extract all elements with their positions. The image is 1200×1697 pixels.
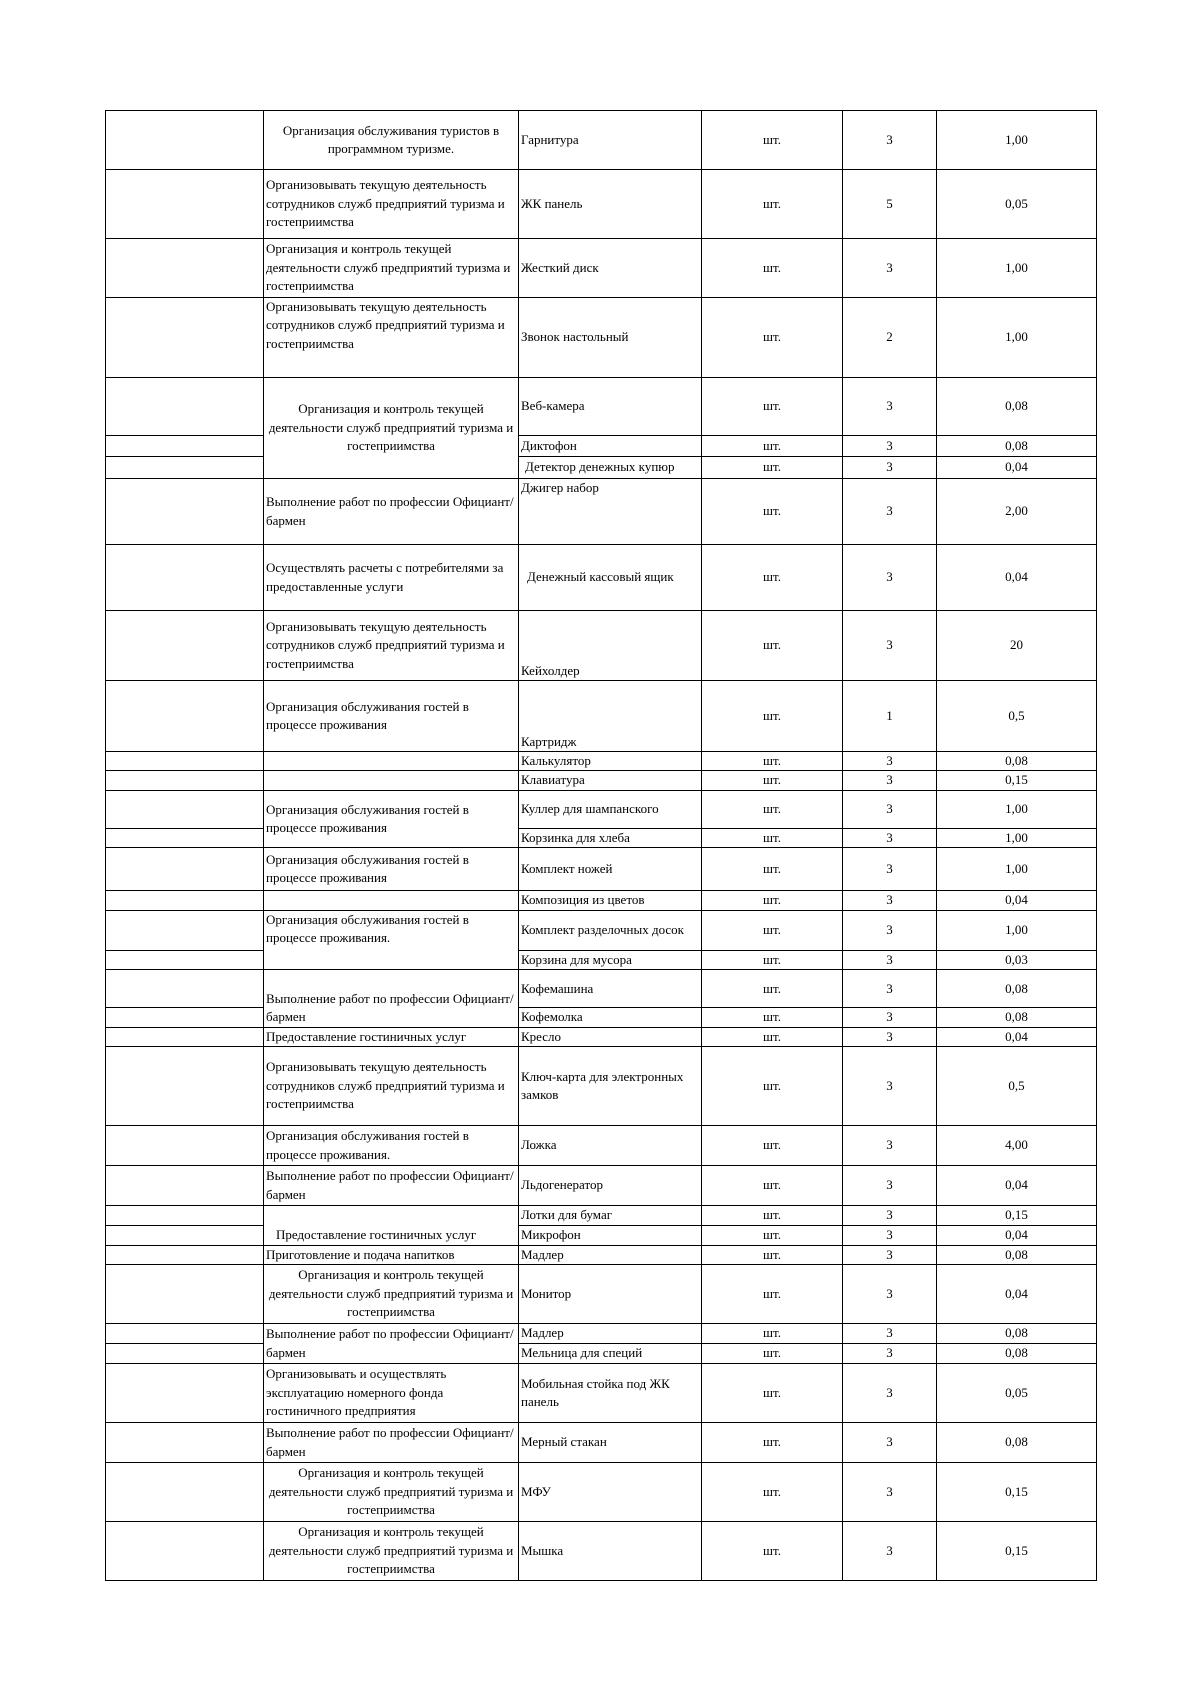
quantity-cell: 3 — [843, 910, 937, 950]
blank-cell — [106, 1364, 264, 1423]
norm-cell: 0,05 — [937, 1364, 1097, 1423]
blank-cell — [106, 457, 264, 479]
unit-cell: шт. — [702, 1522, 843, 1581]
quantity-cell: 3 — [843, 378, 937, 436]
quantity-cell: 3 — [843, 1008, 937, 1027]
table-row — [106, 1226, 1097, 1245]
unit-cell: шт. — [702, 436, 843, 457]
blank-cell — [106, 1522, 264, 1581]
activity-cell: Организация и контроль текущей деятельности служб предприятий туризма и гостеприимства — [264, 1522, 519, 1581]
activity-cell — [264, 771, 519, 790]
table-row — [106, 1463, 1097, 1522]
table-row — [106, 239, 1097, 298]
unit-cell: шт. — [702, 771, 843, 790]
activity-cell: Организация и контроль текущей деятельности служб предприятий туризма и гостеприимства — [264, 239, 519, 298]
table-row — [106, 545, 1097, 611]
table-row — [106, 1364, 1097, 1423]
blank-cell — [106, 681, 264, 752]
unit-cell: шт. — [702, 681, 843, 752]
norm-cell: 0,04 — [937, 891, 1097, 910]
table-row — [106, 457, 1097, 479]
table-row — [106, 1166, 1097, 1206]
unit-cell: шт. — [702, 1126, 843, 1166]
norm-cell: 0,08 — [937, 1245, 1097, 1264]
table-row — [106, 1423, 1097, 1463]
norm-cell: 1,00 — [937, 298, 1097, 378]
unit-cell: шт. — [702, 828, 843, 847]
quantity-cell: 3 — [843, 111, 937, 170]
norm-cell: 0,15 — [937, 1206, 1097, 1226]
norm-cell: 2,00 — [937, 479, 1097, 545]
item-name-cell: Микрофон — [519, 1226, 702, 1245]
quantity-cell: 3 — [843, 1166, 937, 1206]
quantity-cell: 3 — [843, 752, 937, 771]
item-name-cell: Кресло — [519, 1027, 702, 1046]
quantity-cell: 3 — [843, 545, 937, 611]
unit-cell: шт. — [702, 910, 843, 950]
norm-cell: 0,5 — [937, 681, 1097, 752]
blank-cell — [106, 1166, 264, 1206]
item-name-cell: Композиция из цветов — [519, 891, 702, 910]
activity-cell — [264, 752, 519, 771]
quantity-cell: 3 — [843, 457, 937, 479]
blank-cell — [106, 828, 264, 847]
item-name-cell: Комплект разделочных досок — [519, 910, 702, 950]
norm-cell: 0,04 — [937, 1166, 1097, 1206]
activity-cell: Организация обслуживания туристов в программном туризме. — [264, 111, 519, 170]
item-name-cell: Денежный кассовый ящик — [519, 545, 702, 611]
unit-cell: шт. — [702, 1265, 843, 1324]
norm-cell: 0,03 — [937, 950, 1097, 969]
item-name-cell: Корзинка для хлеба — [519, 828, 702, 847]
item-name-cell: Мобильная стойка под ЖК панель — [519, 1364, 702, 1423]
table-row — [106, 910, 1097, 950]
quantity-cell: 3 — [843, 1522, 937, 1581]
item-name-cell: Мельница для специй — [519, 1344, 702, 1364]
table-row — [106, 1265, 1097, 1324]
norm-cell: 1,00 — [937, 111, 1097, 170]
activity-cell: Выполнение работ по профессии Официант/бармен — [264, 1423, 519, 1463]
unit-cell: шт. — [702, 1047, 843, 1126]
blank-cell — [106, 545, 264, 611]
activity-cell: Выполнение работ по профессии Официант/бармен — [264, 479, 519, 545]
norm-cell: 0,08 — [937, 1423, 1097, 1463]
unit-cell: шт. — [702, 1423, 843, 1463]
activity-cell: Приготовление и подача напитков — [264, 1245, 519, 1264]
item-name-cell: Льдогенератор — [519, 1166, 702, 1206]
unit-cell: шт. — [702, 1027, 843, 1046]
norm-cell: 4,00 — [937, 1126, 1097, 1166]
blank-cell — [106, 1344, 264, 1364]
activity-cell: Организация обслуживания гостей в процессе проживания — [264, 681, 519, 752]
equipment-table — [105, 110, 1097, 1581]
item-name-cell: Монитор — [519, 1265, 702, 1324]
table-row — [106, 170, 1097, 239]
quantity-cell: 3 — [843, 1463, 937, 1522]
item-name-cell: Жесткий диск — [519, 239, 702, 298]
blank-cell — [106, 1008, 264, 1027]
item-name-cell: Комплект ножей — [519, 848, 702, 891]
unit-cell: шт. — [702, 239, 843, 298]
table-row — [106, 681, 1097, 752]
activity-cell: Предоставление гостиничных услуг — [264, 1206, 519, 1245]
unit-cell: шт. — [702, 752, 843, 771]
activity-cell: Организовывать текущую деятельность сотрудников служб предприятий туризма и гостеприимства — [264, 611, 519, 681]
item-name-cell: Калькулятор — [519, 752, 702, 771]
item-name-cell: Мерный стакан — [519, 1423, 702, 1463]
activity-cell: Организовывать и осуществлять эксплуатацию номерного фонда гостиничного предприятия — [264, 1364, 519, 1423]
quantity-cell: 3 — [843, 1344, 937, 1364]
table-row — [106, 771, 1097, 790]
table-row — [106, 111, 1097, 170]
quantity-cell: 3 — [843, 771, 937, 790]
item-name-cell: Мышка — [519, 1522, 702, 1581]
item-name-cell: Звонок настольный — [519, 298, 702, 378]
quantity-cell: 3 — [843, 479, 937, 545]
norm-cell: 0,15 — [937, 1463, 1097, 1522]
activity-cell: Организовывать текущую деятельность сотрудников служб предприятий туризма и гостеприимства — [264, 1047, 519, 1126]
blank-cell — [106, 1463, 264, 1522]
blank-cell — [106, 1126, 264, 1166]
unit-cell: шт. — [702, 298, 843, 378]
norm-cell: 1,00 — [937, 910, 1097, 950]
table-row — [106, 479, 1097, 545]
blank-cell — [106, 378, 264, 436]
activity-cell: Предоставление гостиничных услуг — [264, 1027, 519, 1046]
norm-cell: 1,00 — [937, 848, 1097, 891]
table-row — [106, 378, 1097, 436]
table-row — [106, 752, 1097, 771]
unit-cell: шт. — [702, 1206, 843, 1226]
unit-cell: шт. — [702, 790, 843, 828]
quantity-cell: 3 — [843, 1265, 937, 1324]
quantity-cell: 3 — [843, 1324, 937, 1344]
quantity-cell: 3 — [843, 1226, 937, 1245]
activity-cell: Осуществлять расчеты с потребителями за предоставленные услуги — [264, 545, 519, 611]
unit-cell: шт. — [702, 611, 843, 681]
table-row — [106, 1324, 1097, 1344]
norm-cell: 0,04 — [937, 1226, 1097, 1245]
norm-cell: 0,08 — [937, 378, 1097, 436]
item-name-cell: Кофемолка — [519, 1008, 702, 1027]
unit-cell: шт. — [702, 1463, 843, 1522]
unit-cell: шт. — [702, 1226, 843, 1245]
norm-cell: 0,04 — [937, 545, 1097, 611]
item-name-cell: ЖК панель — [519, 170, 702, 239]
activity-cell: Организовывать текущую деятельность сотрудников служб предприятий туризма и гостеприимства — [264, 298, 519, 378]
table-row — [106, 1047, 1097, 1126]
norm-cell: 0,08 — [937, 436, 1097, 457]
quantity-cell: 3 — [843, 1027, 937, 1046]
blank-cell — [106, 1324, 264, 1344]
unit-cell: шт. — [702, 457, 843, 479]
item-name-cell: Лотки для бумаг — [519, 1206, 702, 1226]
item-name-cell: Клавиатура — [519, 771, 702, 790]
unit-cell: шт. — [702, 1166, 843, 1206]
quantity-cell: 3 — [843, 1364, 937, 1423]
item-name-cell: Корзина для мусора — [519, 950, 702, 969]
blank-cell — [106, 298, 264, 378]
activity-cell: Организация обслуживания гостей в процессе проживания — [264, 848, 519, 891]
norm-cell: 0,08 — [937, 970, 1097, 1008]
quantity-cell: 3 — [843, 436, 937, 457]
item-name-cell: Куллер для шампанского — [519, 790, 702, 828]
item-name-cell: МФУ — [519, 1463, 702, 1522]
blank-cell — [106, 752, 264, 771]
blank-cell — [106, 1206, 264, 1226]
norm-cell: 1,00 — [937, 239, 1097, 298]
table-row — [106, 1344, 1097, 1364]
table-row — [106, 970, 1097, 1008]
blank-cell — [106, 1027, 264, 1046]
table-row — [106, 611, 1097, 681]
item-name-cell: Мадлер — [519, 1324, 702, 1344]
blank-cell — [106, 1423, 264, 1463]
table-row — [106, 1522, 1097, 1581]
norm-cell: 0,08 — [937, 752, 1097, 771]
table-row — [106, 1245, 1097, 1264]
item-name-cell: Диктофон — [519, 436, 702, 457]
quantity-cell: 5 — [843, 170, 937, 239]
table-row — [106, 848, 1097, 891]
quantity-cell: 2 — [843, 298, 937, 378]
blank-cell — [106, 970, 264, 1008]
quantity-cell: 3 — [843, 1126, 937, 1166]
norm-cell: 0,15 — [937, 771, 1097, 790]
activity-cell: Организация обслуживания гостей в процессе проживания — [264, 790, 519, 847]
activity-cell: Организация обслуживания гостей в процессе проживания. — [264, 910, 519, 969]
norm-cell: 1,00 — [937, 828, 1097, 847]
blank-cell — [106, 170, 264, 239]
norm-cell: 0,08 — [937, 1344, 1097, 1364]
quantity-cell: 3 — [843, 1047, 937, 1126]
blank-cell — [106, 436, 264, 457]
unit-cell: шт. — [702, 848, 843, 891]
quantity-cell: 1 — [843, 681, 937, 752]
unit-cell: шт. — [702, 1245, 843, 1264]
activity-cell: Выполнение работ по профессии Официант/бармен — [264, 970, 519, 1027]
unit-cell: шт. — [702, 170, 843, 239]
norm-cell: 0,04 — [937, 457, 1097, 479]
unit-cell: шт. — [702, 1344, 843, 1364]
norm-cell: 0,04 — [937, 1027, 1097, 1046]
quantity-cell: 3 — [843, 970, 937, 1008]
blank-cell — [106, 891, 264, 910]
unit-cell: шт. — [702, 1364, 843, 1423]
norm-cell: 20 — [937, 611, 1097, 681]
unit-cell: шт. — [702, 1324, 843, 1344]
table-row — [106, 950, 1097, 969]
item-name-cell: Картридж — [519, 681, 702, 752]
unit-cell: шт. — [702, 891, 843, 910]
norm-cell: 0,04 — [937, 1265, 1097, 1324]
unit-cell: шт. — [702, 378, 843, 436]
blank-cell — [106, 611, 264, 681]
blank-cell — [106, 239, 264, 298]
item-name-cell: Детектор денежных купюр — [519, 457, 702, 479]
unit-cell: шт. — [702, 1008, 843, 1027]
table-row — [106, 298, 1097, 378]
table-row — [106, 1126, 1097, 1166]
table-row — [106, 828, 1097, 847]
unit-cell: шт. — [702, 545, 843, 611]
quantity-cell: 3 — [843, 239, 937, 298]
blank-cell — [106, 1047, 264, 1126]
item-name-cell: Кейхолдер — [519, 611, 702, 681]
norm-cell: 0,15 — [937, 1522, 1097, 1581]
norm-cell: 0,08 — [937, 1324, 1097, 1344]
activity-cell — [264, 891, 519, 910]
table-row — [106, 1206, 1097, 1226]
item-name-cell: Ключ-карта для электронных замков — [519, 1047, 702, 1126]
table-row — [106, 1008, 1097, 1027]
unit-cell: шт. — [702, 479, 843, 545]
quantity-cell: 3 — [843, 848, 937, 891]
blank-cell — [106, 790, 264, 828]
item-name-cell: Мадлер — [519, 1245, 702, 1264]
blank-cell — [106, 111, 264, 170]
blank-cell — [106, 848, 264, 891]
item-name-cell: Ложка — [519, 1126, 702, 1166]
activity-cell: Организовывать текущую деятельность сотрудников служб предприятий туризма и гостеприимства — [264, 170, 519, 239]
norm-cell: 0,05 — [937, 170, 1097, 239]
blank-cell — [106, 950, 264, 969]
item-name-cell: Веб-камера — [519, 378, 702, 436]
norm-cell: 1,00 — [937, 790, 1097, 828]
quantity-cell: 3 — [843, 891, 937, 910]
blank-cell — [106, 910, 264, 950]
activity-cell: Выполнение работ по профессии Официант/бармен — [264, 1324, 519, 1364]
blank-cell — [106, 771, 264, 790]
item-name-cell: Гарнитура — [519, 111, 702, 170]
item-name-cell: Джигер набор — [519, 479, 702, 545]
activity-cell: Выполнение работ по профессии Официант/бармен — [264, 1166, 519, 1206]
table-row — [106, 436, 1097, 457]
activity-cell: Организация и контроль текущей деятельности служб предприятий туризма и гостеприимства — [264, 1265, 519, 1324]
table-row — [106, 891, 1097, 910]
blank-cell — [106, 1226, 264, 1245]
unit-cell: шт. — [702, 950, 843, 969]
table-row — [106, 1027, 1097, 1046]
activity-cell: Организация обслуживания гостей в процессе проживания. — [264, 1126, 519, 1166]
quantity-cell: 3 — [843, 950, 937, 969]
quantity-cell: 3 — [843, 828, 937, 847]
blank-cell — [106, 1245, 264, 1264]
blank-cell — [106, 479, 264, 545]
unit-cell: шт. — [702, 970, 843, 1008]
activity-cell: Организация и контроль текущей деятельности служб предприятий туризма и гостеприимства — [264, 1463, 519, 1522]
quantity-cell: 3 — [843, 611, 937, 681]
quantity-cell: 3 — [843, 1206, 937, 1226]
norm-cell: 0,08 — [937, 1008, 1097, 1027]
norm-cell: 0,5 — [937, 1047, 1097, 1126]
item-name-cell: Кофемашина — [519, 970, 702, 1008]
unit-cell: шт. — [702, 111, 843, 170]
table-row — [106, 790, 1097, 828]
quantity-cell: 3 — [843, 1245, 937, 1264]
quantity-cell: 3 — [843, 1423, 937, 1463]
quantity-cell: 3 — [843, 790, 937, 828]
activity-cell: Организация и контроль текущей деятельности служб предприятий туризма и гостеприимства — [264, 378, 519, 479]
blank-cell — [106, 1265, 264, 1324]
